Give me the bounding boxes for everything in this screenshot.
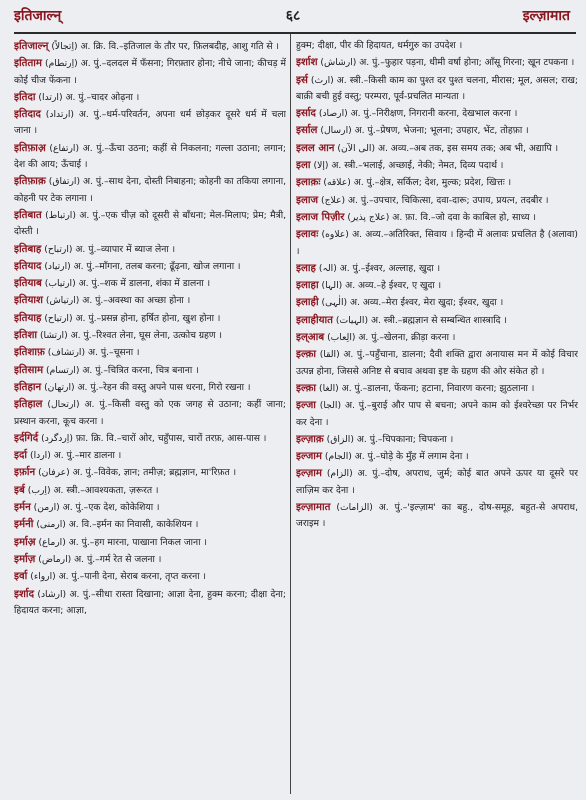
dictionary-entry [296, 209, 578, 226]
page-header [12, 6, 574, 30]
definition: (الہیات) अ. स्त्री.–ब्रह्मज्ञान से सम्बन्धित शास्त्रादि । [335, 314, 507, 326]
headword: इल्ज़ाक़ [296, 432, 324, 445]
definition: (ارتدا) अ. पुं.–चादर ओढ़ना । [38, 91, 140, 103]
headword: इतियाश [14, 294, 43, 307]
headword: इतिसाम [14, 363, 44, 376]
dictionary-entry [296, 448, 578, 465]
dictionary-entry [14, 464, 286, 481]
headword: इर्फ़ान [14, 466, 36, 479]
definition: (ارصاد) अ. पुं.–निरीक्षण, निगरानी करना, देखभाल करना । [318, 108, 518, 120]
dictionary-entry [296, 380, 578, 397]
dictionary-entry [14, 38, 286, 55]
dictionary-entry [14, 310, 286, 327]
definition: (ارواء) अ. पुं.–पानी देना, सेराब करना, तृप्त करना । [30, 571, 206, 583]
definition: (ارشاش) अ. पुं.–फुहार पड़ना, धीमी वर्षा होना; आँसू गिरना; खून टपकना । [320, 57, 575, 69]
headword: इतिदा [14, 90, 36, 103]
headword: इर्मनी [14, 518, 34, 531]
headword: इतिजाल्न् [14, 40, 49, 52]
definition: (اردا) अ. पुं.–मार डालना । [29, 450, 122, 462]
right-guide-word: इल्ज़ामात [522, 8, 570, 24]
dictionary-entry [14, 447, 286, 464]
definition: (ارتسام) अ. पुं.–चित्रित करना, चित्र बनाना । [46, 364, 199, 376]
dictionary-entry [14, 551, 286, 568]
definition: (علاوه) अ. अव्य.–अतिरिक्त, सिवाय । हिन्दी में अलावः प्रचलित है (अलावा) । [296, 229, 578, 257]
headword: इतिहाल [14, 398, 43, 411]
dictionary-entry [14, 292, 286, 309]
headword: इला [296, 159, 311, 172]
dictionary-entry [296, 157, 578, 174]
dictionary-entry [296, 277, 578, 294]
headword: इर्दा [14, 449, 28, 462]
headword: इल्क़ा [296, 348, 317, 361]
dictionary-entry [296, 174, 578, 191]
definition: (الجام) अ. पुं.–घोड़े के मुँह में लगाम देना । [324, 451, 469, 463]
definition: (الزاق) अ. पुं.–चिपकाना; चिपकना । [326, 433, 454, 445]
definition: (اِتجالاً) अ. क्रि. वि.–इतिजाल के तौर पर, फ़िलबदीह, आशु गति से । [51, 41, 280, 52]
headword: इलल आन [296, 141, 335, 154]
definition: (علاقه) अ. पुं.–क्षेत्र, सर्किल; देश, मुल्क; प्रदेश, खित्तः । [323, 177, 512, 189]
definition: (ارتهان) अ. पुं.–रेहन की वस्तु अपने पास धरना, गिरो रखना । [44, 381, 251, 393]
definition: (ارتياب) अ. पुं.–शक में डालना, शंका में डालना । [44, 278, 211, 290]
definition: (اِردگرد) फ़ा. क्रि. वि.–चारों ओर, चहुँपास, चारों तरफ़, आस-पास । [41, 432, 267, 444]
page-number: ६८ [285, 8, 301, 24]
dictionary-entry [296, 499, 578, 533]
dictionary-entry [14, 379, 286, 396]
headword: इलाही [296, 296, 319, 309]
dictionary-entry [296, 122, 578, 139]
dictionary-entry [14, 586, 286, 620]
definition: (عرفان) अ. पुं.–विवेक, ज्ञान; तमीज़; ब्रह्मज्ञान, मा'रिफ़त । [38, 467, 237, 479]
definition: (ارتفاع) अ. पुं.–ऊँचा उठना; कहीं से निकलना; गल्ला उठाना; लगान; देश की आय; ऊँचाई । [14, 142, 286, 171]
definition: (ارمنی) अ. वि.–इर्मन का निवासी, काकेशियन । [36, 519, 199, 531]
headword: इर्शाश [296, 56, 318, 69]
dictionary-entry [14, 89, 286, 106]
dictionary-entry [296, 346, 578, 380]
headword: इतियाब [14, 277, 42, 290]
headword: इतिताम [14, 57, 42, 70]
dictionary-entry [296, 192, 578, 209]
headword: इतिशा [14, 329, 38, 342]
headword: इलाहीयात [296, 313, 333, 326]
headword: इतिफ़ाक़ [14, 175, 46, 188]
headword: इर्शाद [14, 587, 34, 600]
definition: (ارتباط) अ. पुं.–एक चीज़ को दूसरी से बाँधना; मेल-मिलाप; प्रेम; मैत्री, दोस्ती । [14, 209, 286, 238]
dictionary-entry [14, 534, 286, 551]
dictionary-entry [14, 396, 286, 430]
headword: इल्जा [296, 399, 316, 412]
dictionary-entry [296, 226, 578, 260]
dictionary-entry [14, 241, 286, 258]
headword: इर्माज़ [14, 552, 36, 565]
headword: इल्ज़ामात [296, 501, 331, 514]
headword: इलावः [296, 228, 319, 241]
dictionary-entry [14, 499, 286, 516]
dictionary-entry [14, 482, 286, 499]
dictionary-entry [296, 431, 578, 448]
definition: (الجا) अ. पुं.–बुराई और पाप से बचना; अपने काम को ईश्वरेच्छा पर निर्भर कर देना । [296, 400, 578, 428]
definition: (ارتداد) अ. पुं.–धर्म-परिवर्तन, अपना धर्म छोड़कर दूसरे धर्म में चला जाना । [14, 109, 286, 137]
definition: (ارتياش) अ. पुं.–अवस्था का अच्छा होना । [45, 295, 191, 307]
dictionary-entry [296, 38, 578, 54]
definition: (الہا) अ. अव्य.–हे ईश्वर, ए खुदा । [321, 280, 442, 292]
headword: इर्स [296, 73, 308, 86]
headword: इलाज पिज़ीर [296, 210, 345, 223]
headword: इलाज [296, 193, 319, 206]
definition: (الغا) अ. पुं.–डालना, फेंकना; हटाना, निवारण करना; झुठलाना । [318, 382, 535, 394]
definition: (ارماض) अ. पुं.–गर्म रेत से जलना । [38, 553, 162, 565]
headword: इलाह [296, 261, 316, 274]
headword: इल्क़ा [296, 381, 317, 394]
headword: इर्दगिर्द [14, 431, 39, 444]
headword: इर्साल [296, 124, 318, 137]
definition: (ارشاد) अ. पुं.–सीधा रास्ता दिखाना; आज्ञा देना, हुक्म करना; दीक्षा देना; हिदायत करना; आज्ञा, [14, 588, 286, 616]
dictionary-entry [14, 327, 286, 344]
headword: इर्साद [296, 107, 316, 120]
headword: इल्जाम [296, 450, 322, 463]
right-column [296, 38, 578, 794]
dictionary-entry [296, 397, 578, 431]
headword: इतियाद [14, 259, 42, 272]
headword: इतिबाह [14, 242, 42, 255]
dictionary-entry [296, 72, 578, 106]
dictionary-entry [296, 54, 578, 71]
definition: (الٰہی) अ. अव्य.–मेरा ईश्वर, मेरा खुदा; ईश्वर, खुदा । [321, 297, 504, 309]
definition: (ارتياح) अ. पुं.–प्रसन्न होना, हर्षित होना, खुश होना । [44, 312, 221, 324]
definition: (علاج) अ. पुं.–उपचार, चिकित्सा, दवा-दारू; उपाय, प्रयत्न, तदबीर । [321, 194, 549, 206]
dictionary-entry [296, 140, 578, 157]
dictionary-entry [296, 329, 578, 346]
definition: (اِرتطام) अ. पुं.–दलदल में फँसना; गिरफ़्तार होना; नीचे जाना; कीचड़ में कोई चीज फेंकना । [14, 58, 286, 86]
definition: (علاج پذیر) अ. फ़ा. वि.–जो दवा के काबिल हो, साध्य । [347, 211, 536, 223]
definition: (ارسال) अ. पुं.–प्रेषण, भेजना; भूलना; उपहार, भेंट, तोहफ़ा । [320, 125, 529, 137]
dictionary-entry [14, 106, 286, 140]
dictionary-entry [14, 568, 286, 585]
headword: इर्ब [14, 483, 25, 496]
definition: (الِعاب) अ. पुं.–खेलना, क्रीड़ा करना । [327, 332, 456, 344]
headword: इलाक़ः [296, 176, 321, 189]
headword: इतियाह [14, 311, 42, 324]
headword: इर्माअ़ [14, 535, 36, 548]
dictionary-entry [296, 105, 578, 122]
definition: (ارماع) अ. पुं.–हग मारना, पाखाना निकल जाना । [38, 536, 207, 548]
dictionary-entry [14, 55, 286, 89]
dictionary-entry [296, 312, 578, 329]
definition: (ارتحال) अ. पुं.–किसी वस्तु को एक जगह से उठाना; कहीं जाना; प्रस्थान करना, कूच करना । [14, 399, 286, 427]
dictionary-entry [14, 207, 286, 241]
dictionary-entry [14, 344, 286, 361]
headword: इतिफ़ाअ़ [14, 141, 46, 154]
dictionary-entry [14, 173, 286, 207]
definition: (الی الآن) अ. अव्य.–अब तक, इस समय तक; अब भी, अद्यापि । [337, 142, 559, 154]
dictionary-entry [14, 362, 286, 379]
definition: (ارتشاف) अ. पुं.–चूसना । [47, 347, 140, 359]
dictionary-entry [296, 465, 578, 499]
dictionary-entry [14, 140, 286, 174]
headword: इलाहा [296, 279, 319, 292]
headword: इल्आब [296, 331, 325, 344]
headword: इतिदाद [14, 108, 41, 121]
dictionary-entry [14, 275, 286, 292]
definition: (ارتباح) अ. पुं.–व्यापार में ब्याज लेना । [44, 243, 176, 255]
headword: इल्ज़ाम [296, 467, 322, 480]
headword: इर्मन [14, 501, 31, 514]
definition: (الزامات) अ. पुं.–'इल्ज़ाम' का बहु., दोष-समूह, बहुत-से अपराध, जराइम । [296, 502, 578, 530]
headword: इतिशाफ़ [14, 346, 45, 359]
dictionary-entry [14, 258, 286, 275]
columns [14, 38, 578, 794]
dictionary-entry [296, 294, 578, 311]
definition: (ارث) अ. स्त्री.–किसी काम का पुश्त दर पुश्त चलना, मीरास; मूल, असल; राख; बाक़ी बची हुई वस्तु; परम्परा, पूर्व-प्रचलित मान्यता । [296, 74, 578, 102]
left-guide-word: इतिजाल्न् [14, 8, 62, 24]
headword: इर्वा [14, 570, 28, 583]
definition: (القا) अ. पुं.–पहुँचाना, डालना; दैवी शक्ति द्वारा अनायास मन में कोई विचार उत्पन्न होना, जिससे अनिष्ट से बचाव अथवा इष्ट के ग्रहण की ओर संकेत हो । [296, 349, 578, 377]
dictionary-entry [14, 430, 286, 447]
dictionary-entry [296, 260, 578, 277]
definition: (الہ) अ. पुं.–ईश्वर, अल्लाह, खुदा । [318, 262, 441, 274]
definition: (ارتياد) अ. पुं.–माँगना, तलब करना; ढूँढ़ना, खोज लगाना । [44, 260, 241, 272]
header-rule [14, 32, 576, 34]
definition: (اِرب) अ. स्त्री.–आवश्यकता, ज़रूरत । [27, 484, 159, 496]
definition: हुक्म; दीक्षा, पीर की हिदायत, धर्मगुरु का उपदेश । [296, 40, 463, 51]
definition: (ارتشا) अ. पुं.–रिश्वत लेना, घूस लेना, उत्कोच ग्रहण । [39, 330, 222, 342]
definition: (الزام) अ. पुं.–दोष, अपराध, जुर्म; कोई बात अपने ऊपर या दूसरे पर लाज़िम कर देना । [296, 468, 578, 496]
headword: इतिबात [14, 208, 42, 221]
definition: (إلا) अ. स्त्री.–भलाई, अच्छाई, नेकी; नेमत, दिव्य पदार्थ । [313, 160, 504, 172]
left-column [14, 38, 286, 794]
headword: इतिहान [14, 380, 42, 393]
definition: (ارمن) अ. पुं.–एक देश, कोकेशिया । [33, 502, 160, 514]
definition: (ارتفاق) अ. पुं.–साथ देना, दोस्ती निबाहना; कोहनी का तकिया लगाना, कोहनी पर टेक लगाना । [14, 176, 286, 204]
dictionary-entry [14, 516, 286, 533]
